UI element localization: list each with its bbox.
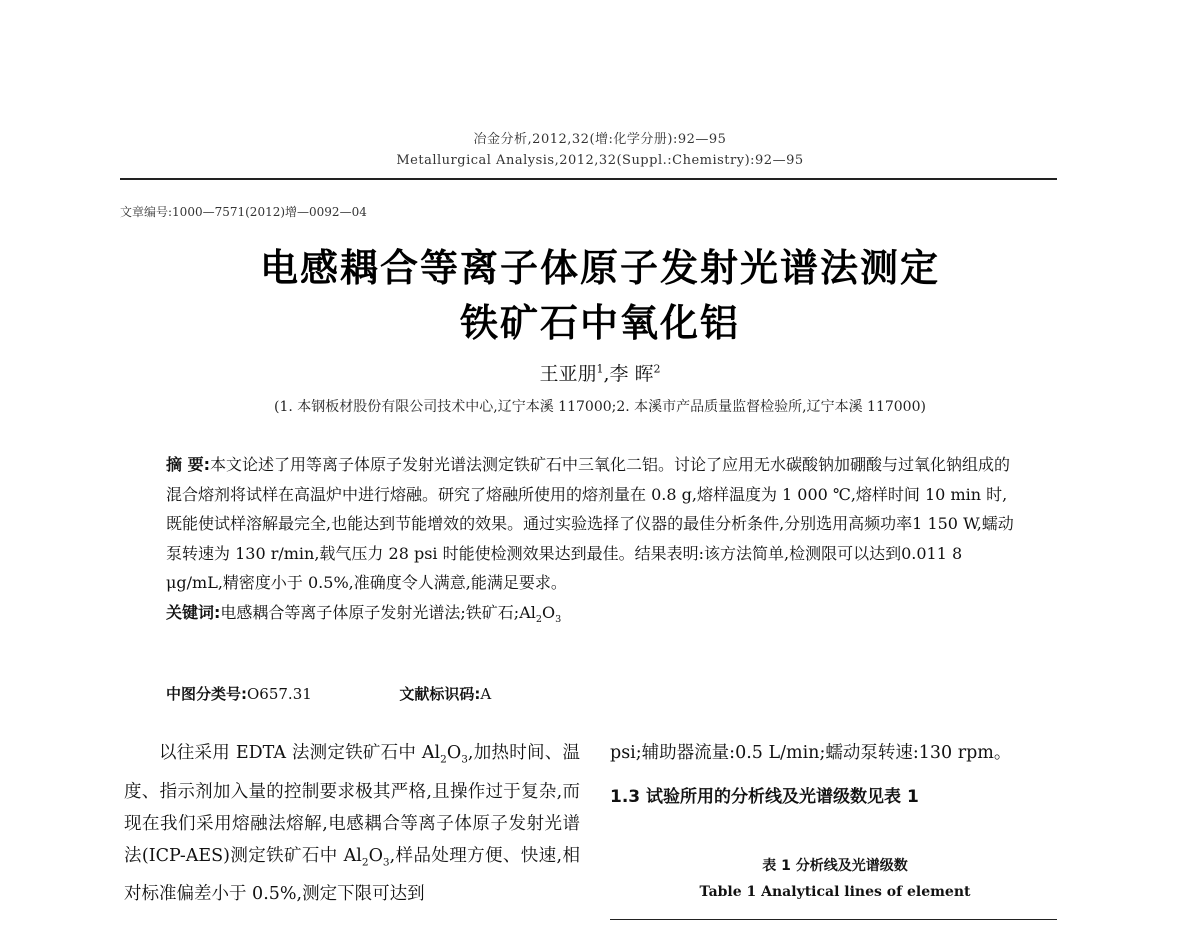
table-caption-en: Table 1 Analytical lines of element <box>699 884 971 900</box>
keywords-text: 电感耦合等离子体原子发射光谱法;铁矿石; <box>220 602 520 622</box>
title-line-2: 铁矿石中氧化铝 <box>459 301 740 345</box>
clc-label: 中图分类号: <box>166 685 247 703</box>
author-separator: , <box>603 363 610 385</box>
body-right-column <box>610 737 1060 813</box>
abstract-text: 本文论述了用等离子体原子发射光谱法测定铁矿石中三氧化二铝。讨论了应用无水碳酸钠加硼酸与过氧化钠组成的混合熔剂将试样在高温炉中进行熔融。研究了熔融所使用的熔剂量在 0.8 g,熔样温度为 1 000 ℃,熔样时间 10 min 时,既能使试样溶解最完全,也能达到节能增效的效果。通过实验选择了仪器的最佳分析条件,分别选用高频功率1 150 W,蠕动泵转速为 130 r/min,载气压力 28 psi 时能使检测效果达到最佳。结果表明:该方法简单,检测限可以达到0.011 8 μg/mL,精密度小于 0.5%,准确度令人满意,能满足要求。 <box>166 455 1014 592</box>
body-left-sub-4: 3 <box>382 856 390 868</box>
body-left-text-5: ,样品处理方便、快速,相对标准偏差小于 0.5%,测定下限可达到 <box>124 845 580 904</box>
title-line-1: 电感耦合等离子体原子发射光谱法测定 <box>259 246 940 290</box>
body-right-text: psi;辅助器流量:0.5 L/min;蠕动泵转速:130 rpm。 <box>610 743 1012 763</box>
authors <box>0 359 1200 386</box>
body-left-sub-1: 2 <box>440 753 447 766</box>
table-top-rule <box>610 919 1057 920</box>
body-left-text-3: ,加热时间、温度、指示剂加入量的控制要求极其严格,且操作过于复杂,而现在我们采用熔融法熔解,电感耦合等离子体原子发射光谱法(ICP-AES)测定铁矿石中 Al <box>124 743 581 866</box>
body-left-text-1: 以往采用 EDTA 法测定铁矿石中 Al <box>159 743 441 763</box>
doc-code-value: A <box>480 685 492 703</box>
body-left-text-4: O <box>368 845 383 866</box>
keywords-formula-sub-3: 3 <box>555 613 562 625</box>
body-left-column <box>124 737 580 910</box>
clc-value: O657.31 <box>247 685 312 703</box>
keywords-label: 关键词: <box>166 602 221 622</box>
journal-citation-en: Metallurgical Analysis,2012,32(Suppl.:Chemistry):92—95 <box>396 153 804 168</box>
body-left-text-2: O <box>446 743 462 763</box>
author-2: 李 晖 <box>609 363 654 385</box>
keywords-formula-sub-2: 2 <box>535 613 542 625</box>
header-rule <box>120 178 1057 180</box>
affiliation: (1. 本钢板材股份有限公司技术中心,辽宁本溪 117000;2. 本溪市产品质量监督检验所,辽宁本溪 117000) <box>274 399 926 415</box>
keywords-formula-al: Al <box>519 602 536 622</box>
body-left-sub-2: 3 <box>461 753 468 766</box>
section-heading-1-3: 1.3 试验所用的分析线及光谱级数见表 1 <box>610 787 919 807</box>
doc-code-label: 文献标识码: <box>399 685 481 703</box>
table-caption-cn: 表 1 分析线及光谱级数 <box>762 858 908 874</box>
author-1-affiliation-mark: 1 <box>596 362 604 376</box>
classification-line <box>166 683 491 704</box>
body-left-sub-3: 2 <box>361 856 369 868</box>
abstract-label: 摘 要: <box>166 455 210 474</box>
article-number: 文章编号:1000—7571(2012)增—0092—04 <box>120 205 367 219</box>
abstract <box>166 450 1022 634</box>
author-2-affiliation-mark: 2 <box>653 362 661 376</box>
journal-citation-cn: 冶金分析,2012,32(增:化学分册):92—95 <box>473 132 727 147</box>
author-1: 王亚朋 <box>539 363 597 385</box>
keywords-formula-o: O <box>541 602 556 622</box>
